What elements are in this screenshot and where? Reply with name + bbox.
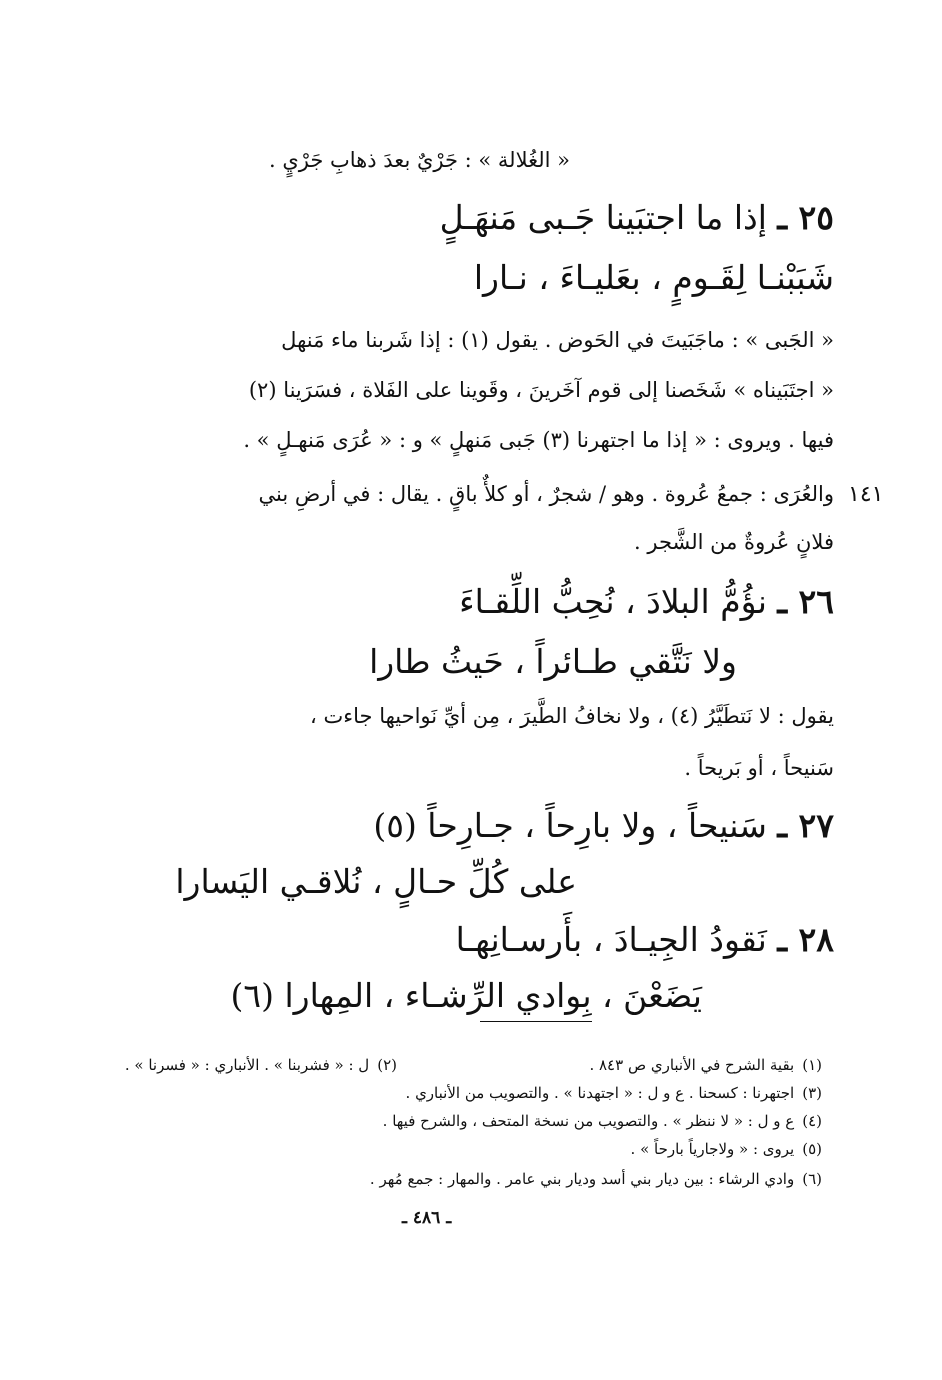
footnote-text: اجتهرنا : كسحنا . ع و ل : « اجتهدنا » . والتصويب من الأنباري . (405, 1084, 795, 1102)
footnote-text: بقية الشرح في الأنباري ص ٨٤٣ . (589, 1056, 795, 1074)
commentary-line: يقول : لا نَتطَيَّرُ (٤) ، ولا نخافُ الطَّيرَ ، مِن أيِّ نَواحيها جاءت ، (310, 704, 834, 728)
footnote-number: (٤) (802, 1112, 822, 1130)
footnote (589, 1056, 822, 1074)
footnote-text: يروى : « ولاجارياً بارحاً » . (630, 1140, 795, 1158)
footnote (383, 1112, 822, 1130)
verse-number: ٢٧ ـ (777, 806, 834, 845)
verse-number: ٢٨ ـ (777, 920, 834, 959)
footnote-number: (١) (802, 1056, 822, 1074)
verse-text: إذا ما اجتبَينا جَـبى مَنهَـلٍ (439, 198, 767, 237)
footnote (125, 1056, 397, 1074)
verse-26-first-hemistich (459, 582, 834, 621)
gloss-line: « الغُلالة » : جَرْيٌ بعدَ ذهابِ جَرْيٍ . (268, 148, 570, 172)
footnote-text: ع و ل : « لا ننظر » . والتصويب من نسخة المتحف ، والشرح فيها . (382, 1112, 795, 1130)
footnote-separator (480, 1021, 592, 1022)
marginal-folio-number: ١٤١ (848, 482, 884, 507)
commentary-line: « اجتَبَيناه » شَخَصنا إلى قوم آخَرينَ ، وقَوينا على الفَلاة ، فسَرَينا (٢) (248, 378, 834, 402)
footnote-text: وادي الرشاء : بين ديار بني أسد وديار بني عامر . والمهار : جمع مُهر . (369, 1170, 795, 1188)
footnote-number: (٢) (377, 1056, 397, 1074)
verse-28-second-hemistich: يَضَعْنَ ، بِوادي الرِّشـاء ، المِهارا (٦) (230, 976, 702, 1015)
commentary-line: فلانٍ عُروةٌ من الشَّجر . (634, 530, 834, 554)
footnote-number: (٦) (802, 1170, 822, 1188)
commentary-line: فيها . ويروى : « إذا ما اجتهرنا (٣) جَبى مَنهلٍ » و : « عُرَى مَنهـلٍ » . (243, 428, 834, 452)
commentary-line: والعُرَى : جمعُ عُروة . وهو / شجرٌ ، أو كلأٌ باقٍ . يقال : في أرضِ بني (258, 482, 834, 506)
verse-26-second-hemistich: ولا نَتَّقي طـائراً ، حَيثُ طارا (369, 642, 737, 681)
verse-number: ٢٦ ـ (777, 582, 834, 621)
verse-text: نؤُمُّ البلادَ ، نُحِبُّ اللِّقـاءَ (459, 582, 767, 621)
verse-25-first-hemistich (440, 198, 834, 237)
verse-text: نَقودُ الجِيـادَ ، بأَرسـانِهـا (455, 920, 767, 959)
footnote-number: (٥) (802, 1140, 822, 1158)
page-number: ـ ٤٨٦ ـ (402, 1208, 452, 1228)
verse-number: ٢٥ ـ (777, 198, 834, 237)
verse-27-second-hemistich: على كُلِّ حـالٍ ، نُلاقـي اليَسارا (175, 862, 577, 901)
verse-text: سَنيحاً ، ولا بارِحاً ، جـارِحاً (٥) (373, 806, 767, 845)
verse-28-first-hemistich (456, 920, 834, 959)
footnote (370, 1170, 822, 1188)
commentary-line: سَنيحاً ، أو بَريحاً . (684, 756, 834, 780)
footnote (631, 1140, 822, 1158)
footnote-text: ل : « فشربنا » . الأنباري : « فسرنا » . (124, 1056, 370, 1074)
footnote-number: (٣) (802, 1084, 822, 1102)
commentary-line: « الجَبى » : ماجَبَيتَ في الحَوض . يقول (١) : إذا شَربنا ماء مَنهل (281, 328, 834, 352)
verse-27-first-hemistich (373, 806, 834, 845)
footnote (406, 1084, 822, 1102)
verse-25-second-hemistich: شَبَبْنـا لِقَـومٍ ، بعَليـاءَ ، نـارا (473, 258, 834, 297)
